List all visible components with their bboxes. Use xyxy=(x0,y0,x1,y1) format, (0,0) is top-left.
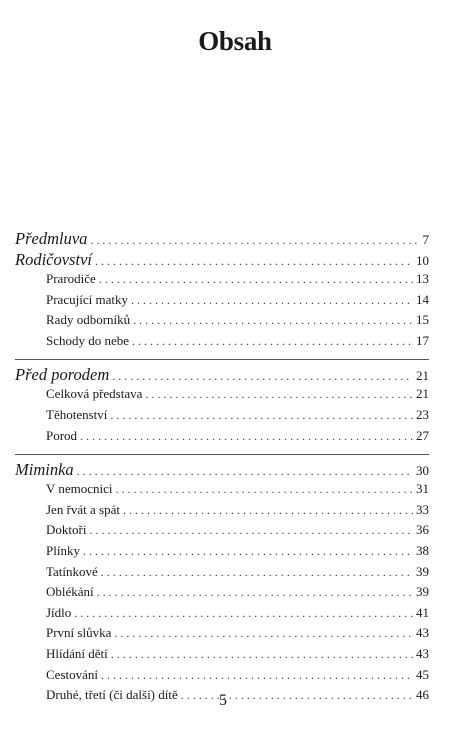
toc-item-label: V nemocnici xyxy=(46,481,113,497)
toc-page-number: 10 xyxy=(416,253,429,268)
dot-leader xyxy=(97,585,413,600)
toc-page-number: 17 xyxy=(416,332,429,348)
toc-item-label: Cestování xyxy=(46,666,98,682)
section-divider xyxy=(15,454,429,455)
toc-item-label: Těhotenství xyxy=(46,406,108,422)
toc-item[interactable] xyxy=(15,502,429,523)
toc-section-title: Předmluva xyxy=(15,229,88,248)
toc-page-number: 13 xyxy=(416,271,429,286)
toc-item-label: Doktoři xyxy=(46,522,87,538)
toc-item[interactable] xyxy=(15,564,429,585)
toc-item[interactable] xyxy=(15,522,429,543)
toc-item-label: Oblékání xyxy=(46,584,94,600)
toc-section-title: Rodičovství xyxy=(15,250,92,269)
toc-page-number: 46 xyxy=(416,687,429,703)
toc-section[interactable] xyxy=(15,365,429,386)
toc-page-number: 21 xyxy=(416,386,429,402)
section-divider xyxy=(15,359,429,360)
toc-page-number: 15 xyxy=(416,312,429,328)
toc-item[interactable] xyxy=(15,625,429,646)
toc-item[interactable] xyxy=(15,481,429,502)
dot-leader xyxy=(111,647,413,662)
toc-page-number: 30 xyxy=(416,463,429,479)
toc-item-label: Jen řvát a spát xyxy=(46,501,121,517)
toc-item-label: Porod xyxy=(46,427,78,443)
toc-item-label: Pracující matky xyxy=(46,291,128,307)
toc-item-label: Schody do nebe xyxy=(46,332,130,348)
dot-leader xyxy=(90,233,419,248)
toc-item[interactable] xyxy=(15,646,429,667)
dot-leader xyxy=(116,482,413,497)
dot-leader xyxy=(74,606,413,621)
toc-item[interactable] xyxy=(15,428,429,449)
toc-item[interactable] xyxy=(15,386,429,407)
toc-page-number: 14 xyxy=(416,291,429,307)
dot-leader xyxy=(131,293,413,308)
toc-item-label: Plínky xyxy=(46,542,80,558)
toc-item-label: Prarodiče xyxy=(46,271,96,286)
toc-page-number: 21 xyxy=(416,368,429,384)
toc-item[interactable] xyxy=(15,271,429,292)
dot-leader xyxy=(80,429,413,444)
toc-item-label: Hlídání dětí xyxy=(46,645,108,661)
dot-leader xyxy=(132,334,413,349)
toc-item[interactable] xyxy=(15,292,429,313)
toc-page-number: 39 xyxy=(416,584,429,600)
toc-page-number: 33 xyxy=(416,501,429,517)
toc-section[interactable] xyxy=(15,250,429,271)
toc-page-number: 23 xyxy=(416,406,429,422)
dot-leader xyxy=(112,369,413,384)
dot-leader xyxy=(110,408,413,423)
page-title: Obsah xyxy=(198,26,272,56)
dot-leader xyxy=(145,387,413,402)
toc-item[interactable] xyxy=(15,584,429,605)
toc-item[interactable] xyxy=(15,312,429,333)
page-number: 5 xyxy=(219,692,227,709)
toc-item[interactable] xyxy=(15,667,429,688)
dot-leader xyxy=(114,626,413,641)
toc-section-title: Miminka xyxy=(15,460,74,480)
toc-item-label: Celková představa xyxy=(46,386,143,402)
toc-page-number: 36 xyxy=(416,522,429,538)
toc-item-label: Rady odborníků xyxy=(46,312,131,328)
toc-page-number: 43 xyxy=(416,625,429,641)
toc-page-number: 43 xyxy=(416,645,429,661)
table-of-contents xyxy=(15,229,429,708)
toc-page-number: 27 xyxy=(416,427,429,443)
toc-section[interactable] xyxy=(15,460,429,481)
toc-page-number: 7 xyxy=(422,232,429,247)
dot-leader xyxy=(89,523,413,538)
toc-item[interactable] xyxy=(15,543,429,564)
toc-page-number: 45 xyxy=(416,666,429,682)
dot-leader xyxy=(99,272,413,287)
toc-page-number: 41 xyxy=(416,604,429,620)
toc-item[interactable] xyxy=(15,605,429,626)
toc-item[interactable] xyxy=(15,407,429,428)
toc-page-number: 39 xyxy=(416,563,429,579)
dot-leader xyxy=(101,668,413,683)
dot-leader xyxy=(123,503,413,518)
toc-page-number: 38 xyxy=(416,542,429,558)
toc-section[interactable] xyxy=(15,229,429,250)
toc-item-label: První slůvka xyxy=(46,625,112,641)
dot-leader xyxy=(95,254,413,269)
toc-page-number: 31 xyxy=(416,481,429,497)
toc-item-label: Jídlo xyxy=(46,604,72,620)
toc-item-label: Druhé, třetí (či další) dítě xyxy=(46,687,178,703)
dot-leader xyxy=(101,565,413,580)
dot-leader xyxy=(83,544,413,559)
toc-section-title: Před porodem xyxy=(15,365,110,385)
toc-item[interactable] xyxy=(15,333,429,354)
dot-leader xyxy=(77,464,413,479)
toc-item-label: Tatínkové xyxy=(46,563,98,579)
dot-leader xyxy=(133,313,413,328)
